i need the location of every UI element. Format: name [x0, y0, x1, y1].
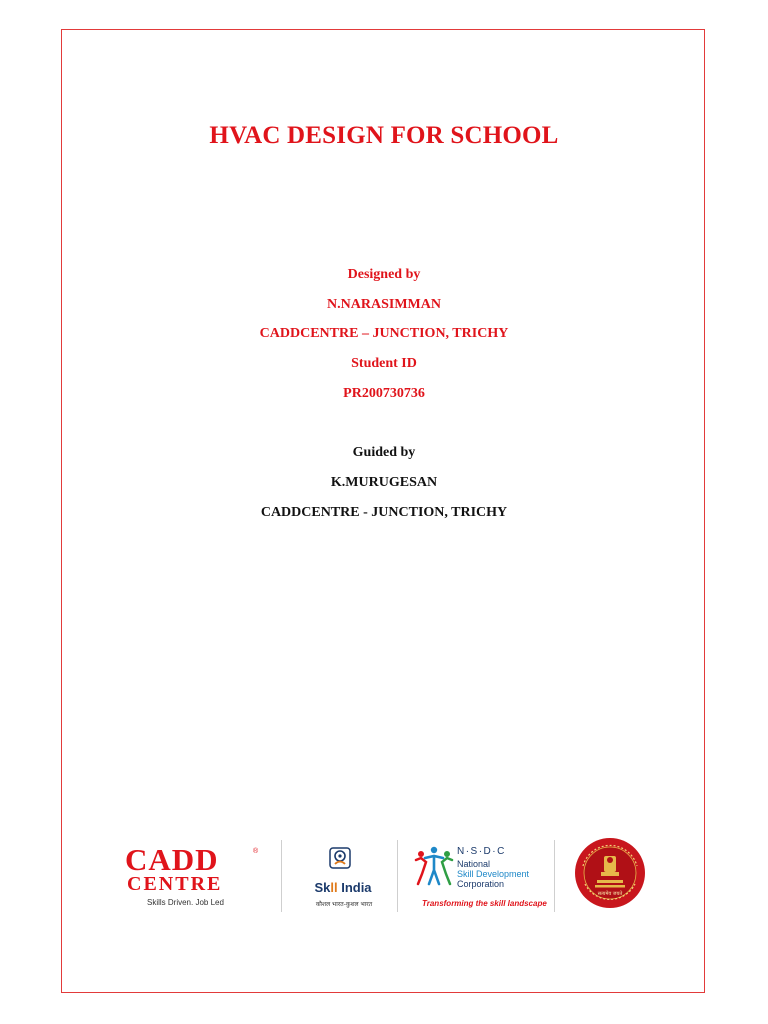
cadd-tagline: Skills Driven. Job Led	[147, 898, 224, 907]
nsdc-fullname: National Skill Development Corporation	[457, 859, 530, 889]
registered-mark: ®	[253, 848, 259, 855]
cadd-logo-text: CADD	[125, 842, 219, 877]
nsdc-tagline: Transforming the skill landscape	[422, 899, 547, 908]
logo-divider	[397, 840, 398, 912]
cadd-centre-logo	[125, 844, 265, 908]
designed-by-label: Designed by	[347, 267, 421, 282]
logo-divider	[281, 840, 282, 912]
skill-india-emblem-icon	[328, 846, 352, 870]
centre-logo-text: CENTRE	[127, 873, 223, 895]
skill-india-subtitle: कौशल भारत-कुशल भारत	[315, 901, 373, 908]
nsdc-logo	[413, 844, 547, 910]
skill-india-logo	[298, 844, 388, 910]
document-title: HVAC DESIGN FOR SCHOOL	[209, 122, 559, 149]
ministry-seal-icon	[573, 836, 647, 910]
guided-by-label: Guided by	[352, 445, 416, 460]
guide-institute: CADDCENTRE - JUNCTION, TRICHY	[260, 505, 508, 520]
designer-institute: CADDCENTRE – JUNCTION, TRICHY	[259, 326, 509, 341]
nsdc-acronym: N·S·D·C	[457, 846, 506, 857]
skill-india-name: Skll India	[314, 880, 372, 895]
nsdc-figures-icon	[413, 844, 455, 892]
student-id-value: PR200730736	[343, 386, 425, 401]
guide-name: K.MURUGESAN	[330, 475, 438, 490]
seal-motto: सत्यमेव जयते	[597, 891, 623, 897]
logo-divider	[554, 840, 555, 912]
designer-name: N.NARASIMMAN	[327, 297, 441, 312]
partner-logos	[0, 836, 768, 916]
student-id-label: Student ID	[351, 356, 417, 371]
